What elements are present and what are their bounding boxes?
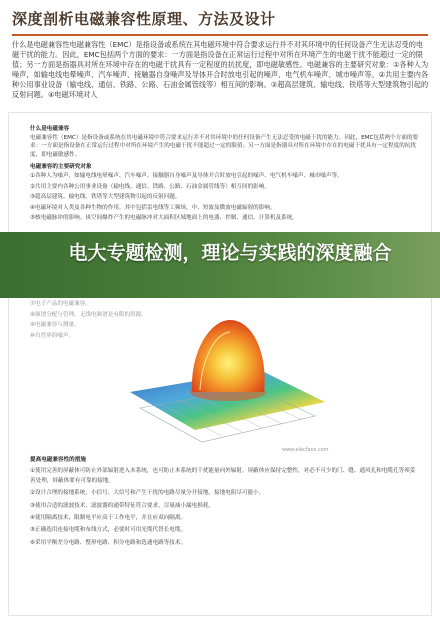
figure-caption: www.elecfans.com	[282, 447, 329, 453]
list-item: ⑩自然界的噪声。	[30, 332, 75, 339]
radiation-lobe	[192, 320, 265, 392]
title-divider	[12, 34, 428, 36]
list-item: ③超高层建筑、输电线、铁塔等大型建筑物引起的反射问题。	[30, 194, 181, 201]
list-item: ①各种人为噪声，如输电线电晕噪声、汽车噪声、接触器自身噪声及导体开合时放电引起的噪声、电气机车噪声、城市噪声等。	[30, 172, 343, 179]
list-item: ⑤正确选用连接电缆和布线方式，必要时可用光缆代替长电缆。	[30, 527, 187, 534]
list-item: ⑨电磁兼容与测量。	[30, 322, 80, 329]
intro-paragraph: 什么是电磁兼容性电磁兼容性（EMC）是指设备或系统在其电磁环境中符合要求运行并不对其环境中的任何设备产生无法忍受的电磁干扰的能力。因此，EMC包括两个方面的要求：一方面是指设备在正常运行过程中对所在环境产生的电磁干扰不能超过一定的限值；另一方面是指器具对所在环境中存在的电磁干扰具有一定程度的抗扰度，即电磁敏感性。电磁兼容的主要研究对象：①各种人为噪声，如输电线电晕噪声、汽车噪声、接触器自身噪声及导体开合时放电引起的噪声、电气机车噪声、城市噪声等。②共用主要内各种公用事业设备（输电线、通信、铁路、公路、石油金属管线等）相互间的影响。③超高层建筑、输电线、铁塔等大型建筑物引起的反射问题。④电磁环境对人	[12, 40, 429, 99]
banner-headline: 电大专题检测，理论与实践的深度融合	[68, 242, 392, 264]
list-item: ④使用隔离技术，限制电平应高于工作电平，并且应双向隔离。	[30, 515, 187, 522]
em-radiation-pattern-figure	[110, 312, 340, 452]
measures-section	[30, 456, 420, 551]
list-item: ⑧频谱分配与管理。无线电频谱是有限的资源。	[30, 311, 147, 318]
section-heading: 提高电磁兼容性的措施	[30, 457, 86, 463]
list-item: ④电磁环境对人类及各种生物的作用。其中包括雷电线等工频场，中、短波及微波电磁辐射的影响。	[30, 204, 276, 211]
list-item: ②设计合理的接地系统，小信号、大信号和产生干扰的电路尽量分开接地，接地电阻尽可能小。	[30, 490, 265, 497]
list-item: ③使用合适的滤波技术，滤波器的通带特征符合要求，尽量减小漏电损耗。	[30, 502, 215, 509]
list-item: ⑥采用平衡差分电路、整形电路、积分电路和选通电路等技术。	[30, 539, 187, 546]
list-item: ①使用完善的屏蔽体可防止外部辐射进入本系统，也可防止本系统的干扰能量向外辐射。屏蔽体应保持完整性，对必不可少的门、缝、通风孔和电缆孔等须妥善处理，屏蔽体要有可靠的接地。	[30, 468, 416, 484]
list-item: ⑦电子产品的电磁兼容。	[30, 301, 91, 307]
list-item: ⑤核电磁脉冲的影响。该空间爆炸产生的电磁脉冲对大面积区域地面上的电器、控制、通信、计算机及系统。	[30, 215, 298, 222]
embedded-document-text	[30, 121, 420, 225]
section-heading: 什么是电磁兼容	[30, 126, 70, 132]
list-item: ②共用主要内各种公用事业设备（输电线、通信、铁路、公路、石油金属管线等）相互间的影响。	[30, 183, 270, 190]
section-heading: 电磁兼容的主要研究对象	[30, 164, 92, 171]
doc-paragraph: 电磁兼容性（EMC）是指设备或系统在其电磁环境中符合要求运行并不对其环境中的任何设备产生无法忍受的电磁干扰的能力。因此，EMC包括两个方面的要求：一方面是指设备在正常运行过程中对所在环境产生的电磁干扰不能超过一定的限值；另一方面是指器具对所在环境中存在的电磁干扰具有一定程度的抗扰度，即电磁敏感性。	[30, 134, 419, 158]
page-title: 深度剖析电磁兼容性原理、方法及设计	[12, 10, 276, 28]
